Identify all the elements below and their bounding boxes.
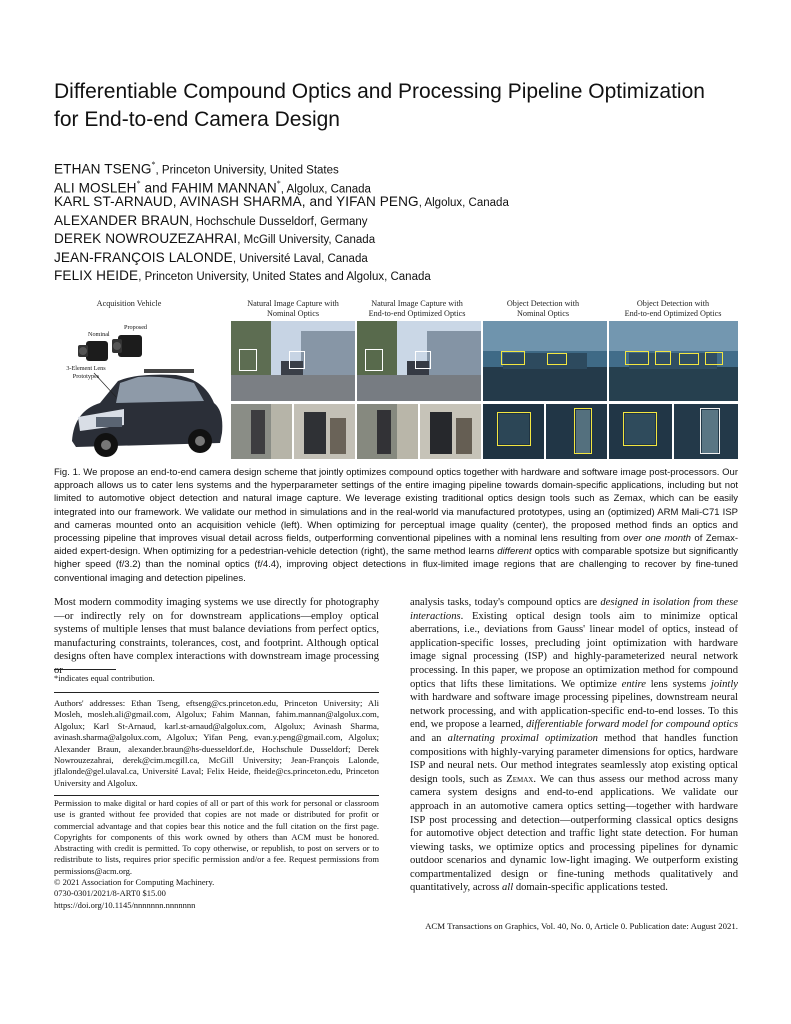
nominal-lens-label: Nominal (88, 331, 110, 338)
author-name: FELIX HEIDE (54, 268, 139, 283)
detection-box (623, 412, 657, 446)
author-affiliation: , Algolux, Canada (418, 197, 509, 209)
equal-contribution-mark: * (151, 160, 156, 169)
copyright-line: © 2021 Association for Computing Machinery. (54, 877, 215, 888)
author-affiliation: , Université Laval, Canada (232, 252, 368, 265)
author-affiliation: , Princeton University, United States (155, 164, 339, 177)
author-name: DEREK NOWROUZEZAHRAI (54, 231, 238, 246)
object-detection-optimized-crop (609, 404, 672, 459)
equal-contribution-mark: * (276, 178, 281, 188)
author-affiliation: , Hochschule Dusseldorf, Germany (189, 215, 368, 228)
detection-box (497, 412, 531, 446)
object-detection-nominal-crop (483, 404, 544, 459)
natural-capture-optimized-crop (357, 404, 418, 459)
acquisition-vehicle-image (54, 313, 226, 459)
journal-footer: ACM Transactions on Graphics, Vol. 40, No. 0, Article 0. Publication date: August 2021. (425, 921, 738, 931)
author-line (54, 156, 744, 175)
object-detection-nominal-crop (546, 404, 607, 459)
author-affiliation: , Algolux, Canada (280, 182, 371, 195)
addresses-rule (54, 692, 379, 693)
car-illustration (54, 313, 226, 459)
detection-box (700, 408, 720, 454)
author-name: and FAHIM MANNAN (140, 179, 277, 195)
crop-region-box (365, 349, 383, 371)
figure-column-label: Natural Image Capture with Nominal Optics (247, 299, 339, 318)
detection-box (705, 352, 723, 365)
doi-link[interactable]: https://doi.org/10.1145/nnnnnnn.nnnnnnn (54, 899, 196, 910)
intro-paragraph-right: analysis tasks, today's compound optics are designed in isolation from these interactions. Existing optical design tools aim to minimize optical aberrations, i.e., deviations from Gauss' linear model of optics, instead of application-specific losses, precluding joint optimization with hardware image signal processing (ISP) and highly-parameterized neural network processing. In this paper, we propose an optimization method for compound optics that lifts these limitations. We optimize entire lens systems jointly with hardware and software image processing pipelines, downstream neural network processing, and with application-specific end-to-end losses. To this end, we propose a learned, differentiable forward model for compound optics and an alternating proximal optimization method that handles function compositions with highly-varying parameter dimensions for optics, hardware ISP and neural nets. Our method integrates seamlessly atop existing optical design tools, such as Zemax. We can thus assess our method across many camera system designs and end-to-end applications. We validate our approach in an automotive camera optics setting—together with hardware ISP post processing and detection—outperforming classical optics designs for automotive object detection and traffic light state detection. For human viewing tasks, we optimize optics and processing pipelines for dynamic outdoor scenarios and dynamic low-light imaging. We outperform existing compartmentalized design or fine-tuning methods qualitatively and quantitatively, across all domain-specific applications tested. (410, 597, 739, 894)
natural-capture-nominal-crop (231, 404, 292, 459)
equal-contribution-footnote: *indicates equal contribution. (54, 673, 155, 683)
author-line (54, 267, 744, 286)
title-line-2: for End-to-end Camera Design (54, 108, 340, 131)
title-line-1: Differentiable Compound Optics and Processing Pipeline Optimization (54, 80, 705, 103)
teaser-figure (54, 299, 738, 459)
figure-column-label: Natural Image Capture with End-to-end Optimized Optics (368, 299, 466, 318)
author-name: KARL ST-ARNAUD, AVINASH SHARMA, and YIFAN PENG (54, 194, 419, 209)
natural-capture-optimized-crop (420, 404, 481, 459)
issn-line: 0730-0301/2021/8-ART0 $15.00 (54, 888, 166, 899)
author-affiliation: , Princeton University, United States and Algolux, Canada (138, 271, 431, 283)
intro-paragraph-left: Most modern commodity imaging systems we use directly for photography—or indirectly rely on for downstream applications—employ optical systems of multiple lenses that must balance deviations from perfect optics, manufacturing constraints, tolerances, cost, and footprint. Although optical designs often have complex interactions with downstream image processing or (54, 597, 379, 676)
detection-box (679, 353, 699, 365)
permission-notice: Permission to make digital or hard copies of all or part of this work for personal or classroom use is granted without fee provided that copies are not made or distributed for profit or commercial advantage and that copies bear this notice and the full citation on the first page. Copyrights for components of this work owned by others than ACM must be honored. Abstracting with credit is permitted. To copy otherwise, or republish, to post on servers or to redistribute to lists, requires prior specific permission and/or a fee. Request permissions from permissions@acm.org. © 2021 Association for Computing Machinery. 0730-0301/2021/8-ART0 $15.00 https://doi.org/10.1145/nnnnnnn.nnnnnnn (54, 798, 379, 910)
author-name: ETHAN TSENG (54, 161, 152, 177)
crop-region-box (415, 351, 431, 369)
author-name: ALI MOSLEH (54, 179, 137, 195)
object-detection-nominal-image (483, 321, 607, 401)
object-detection-optimized-image (609, 321, 738, 401)
detection-box (547, 353, 567, 365)
footnote-rule (54, 669, 116, 670)
author-addresses: Authors' addresses: Ethan Tseng, eftseng@cs.princeton.edu, Princeton University; Ali Mosleh, mosleh.ali@gmail.com, Algolux; Fahim Mannan, fahim.mannan@algolux.com, Algolux; Karl St-Arnaud, karl.st-arnaud@algolux.com, Algolux; Avinash Sharma, avinash.sharma@algolux.com, Algolux; Yifan Peng, evan.y.peng@gmail.com, Algolux; Alexander Braun, alexander.braun@hs-duesseldorf.de, Hochschule Dusseldorf; Derek Nowrouzezahrai, derek@cim.mcgill.ca, McGill University; Jean-François Lalonde, jflalonde@gel.ulaval.ca, Université Laval; Felix Heide, fheide@cs.princeton.edu, Princeton University and Algolux. (54, 698, 379, 788)
crop-region-box (289, 351, 305, 369)
proposed-lens-label: Proposed (124, 324, 148, 331)
author-line (54, 212, 744, 231)
natural-capture-optimized-image (357, 321, 481, 401)
author-line (54, 193, 744, 212)
detection-box (501, 351, 525, 365)
crop-region-box (239, 349, 257, 371)
detection-box (655, 351, 671, 365)
figure-column-label: Acquisition Vehicle (96, 299, 162, 308)
caption-label: Fig. 1. (54, 467, 81, 478)
author-name: JEAN-FRANÇOIS LALONDE (54, 249, 233, 265)
natural-capture-nominal-crop (294, 404, 355, 459)
author-line (54, 249, 744, 268)
author-line (54, 230, 744, 249)
author-name: ALEXANDER BRAUN (54, 212, 190, 228)
natural-capture-nominal-image (231, 321, 355, 401)
figure-column-label: Object Detection with End-to-end Optimized Optics (624, 299, 722, 318)
paper-title (54, 78, 744, 134)
object-detection-optimized-crop (674, 404, 738, 459)
detection-box (625, 351, 649, 365)
detection-box (574, 408, 592, 454)
author-line (54, 175, 744, 194)
equal-contribution-mark: * (136, 178, 141, 188)
figure-column-label: Object Detection with Nominal Optics (506, 299, 580, 318)
lens-prototypes-label: 3-Element Lens Prototypes (66, 365, 106, 380)
permission-rule (54, 795, 379, 796)
figure-caption: Fig. 1. We propose an end-to-end camera design scheme that jointly optimizes compound optics together with hardware and software image post-processors. Our approach allows us to cater lens systems and the hyperparameter settings of the entire imaging pipeline towards domain-specific applications, including but not limited to automotive object detection and natural image capture. We leverage existing traditional optics design tools such as Zemax, which can be easily integrated into our framework. We validate our method in simulations and in the real-world via manufactured prototypes, using an (optimized) ARM Mali-C71 ISP and cameras mounted onto an acquisition vehicle (left). When optimizing for perceptual image quality (center), the proposed method finds an optics and processing pipeline that improves visual detail across fields, outperforming conventional pipelines with a nominal lens resulting from over one month of Zemax-aided expert-design. When optimizing for a pedestrian-vehicle detection (right), the same method learns different optics with comparable spotsize but significantly higher speed (f/3.2) than the nominal optics (f/4.4), improving object detections in flux-limited image regions that are challenging to recover by fine-tuned conventional imaging and detection pipelines. (54, 467, 739, 584)
author-affiliation: , McGill University, Canada (237, 234, 376, 246)
author-list (54, 156, 744, 286)
